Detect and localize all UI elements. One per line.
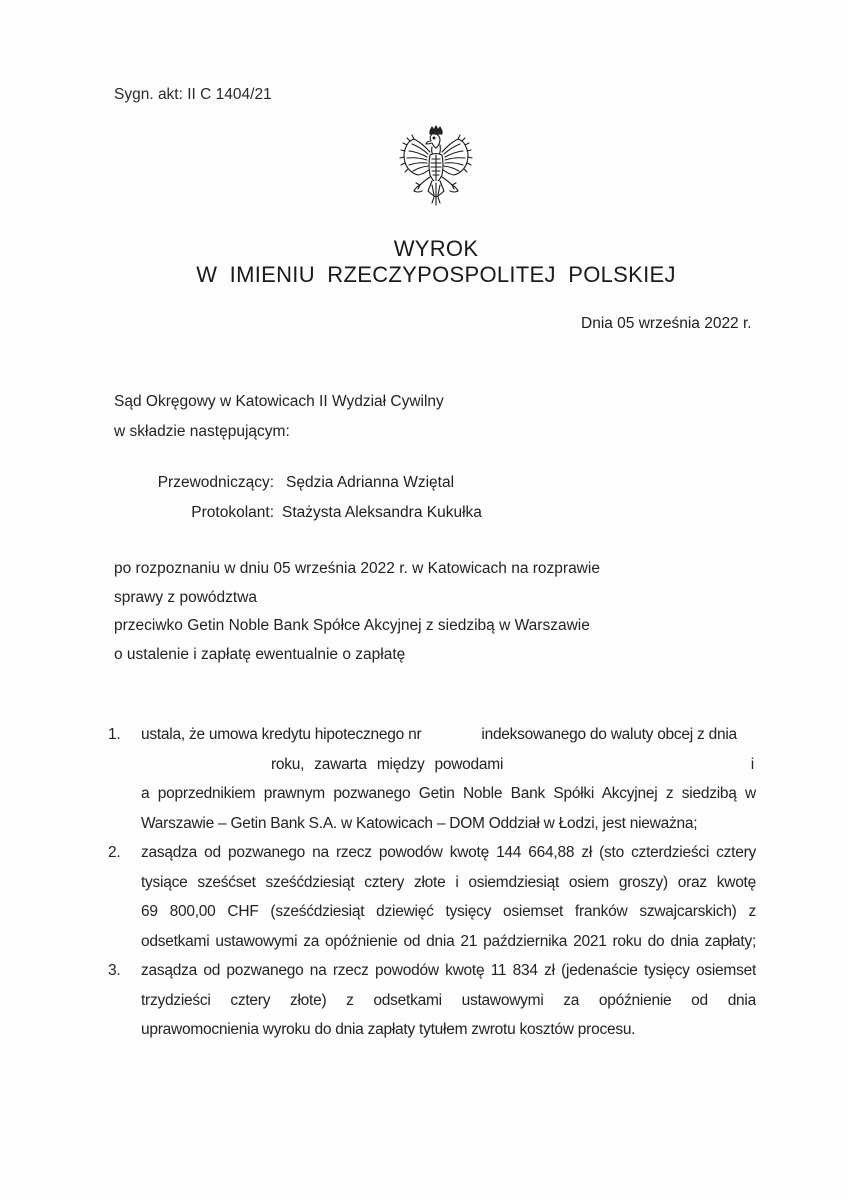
verdict-item-number: 2. (108, 844, 121, 861)
document-subtitle: W IMIENIU RZECZYPOSPOLITEJ POLSKIEJ (196, 262, 676, 287)
polish-eagle-emblem-icon (396, 125, 476, 207)
document-title: WYROK (393, 236, 479, 261)
recorder-name: Stażysta Aleksandra Kukułka (282, 504, 482, 521)
court-composition-intro: w składzie następującym: (114, 423, 290, 440)
proceedings-line: sprawy z powództwa (114, 589, 258, 606)
chair-label: Przewodniczący: (157, 474, 274, 491)
verdict-line: tysiące sześćset sześćdziesiąt cztery złote i osiemdziesiąt osiem groszy) oraz kwotę (141, 873, 756, 891)
verdict-line: uprawomocnienia wyroku do dnia zapłaty tytułem zwrotu kosztów procesu. (141, 1021, 636, 1038)
verdict-line: roku, zawarta między powodami i (271, 755, 754, 773)
proceedings-line: po rozpoznaniu w dniu 05 września 2022 r. w Katowicach na rozprawie (114, 560, 600, 577)
verdict-line: odsetkami ustawowymi za opóźnienie od dnia 21 października 2021 roku do dnia zapłaty; (141, 932, 756, 950)
verdict-list (108, 720, 756, 1045)
verdict-item (108, 956, 756, 1045)
case-signature: Sygn. akt: II C 1404/21 (114, 86, 272, 103)
verdict-line: a poprzednikiem prawnym pozwanego Getin Noble Bank Spółki Akcyjnej z siedzibą w (141, 785, 756, 802)
verdict-item-number: 1. (108, 726, 121, 743)
document-date: Dnia 05 września 2022 r. (581, 315, 752, 332)
verdict-line: Warszawie – Getin Bank S.A. w Katowicach – DOM Oddział w Łodzi, jest nieważna; (141, 814, 698, 832)
verdict-line: zasądza od pozwanego na rzecz powodów kwotę 11 834 zł (jedenaście tysięcy osiemset (141, 962, 756, 979)
court-name: Sąd Okręgowy w Katowicach II Wydział Cywilny (114, 393, 444, 410)
verdict-line: trzydzieści cztery złote) z odsetkami ustawowymi za opóźnienie od dnia (141, 991, 756, 1009)
verdict-item (108, 720, 756, 838)
verdict-line: 69 800,00 CHF (sześćdziesiąt dziewięć tysięcy osiemset franków szwajcarskich) z (141, 903, 756, 920)
chair-name: Sędzia Adrianna Wziętal (286, 474, 455, 491)
proceedings-line: o ustalenie i zapłatę ewentualnie o zapłatę (114, 646, 406, 663)
recorder-label: Protokolant: (191, 504, 274, 521)
proceedings-line: przeciwko Getin Noble Bank Spółce Akcyjnej z siedzibą w Warszawie (114, 617, 590, 634)
verdict-line: zasądza od pozwanego na rzecz powodów kwotę 144 664,88 zł (sto czterdzieści cztery (141, 844, 756, 861)
verdict-item (108, 838, 756, 956)
verdict-item-number: 3. (108, 962, 121, 979)
verdict-line: ustala, że umowa kredytu hipotecznego nr indeksowanego do waluty obcej z dnia (141, 726, 737, 743)
